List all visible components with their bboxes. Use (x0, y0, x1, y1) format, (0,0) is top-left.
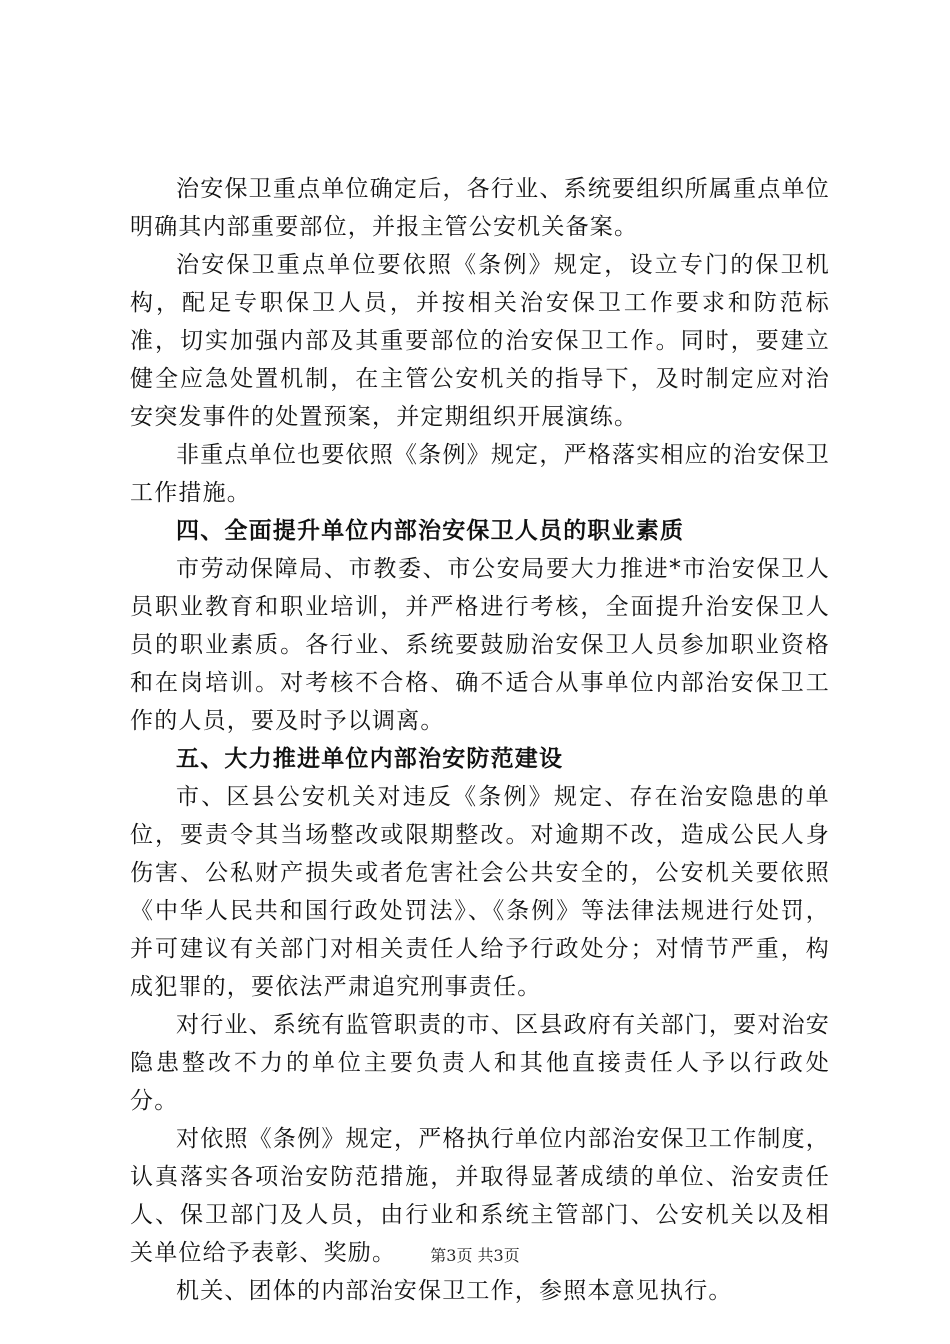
paragraph: 治安保卫重点单位要依照《条例》规定，设立专门的保卫机构，配足专职保卫人员，并按相关治安保卫工作要求和防范标准，切实加强内部及其重要部位的治安保卫工作。同时，要建立健全应急处置机制，在主管公安机关的指导下，及时制定应对治安突发事件的处置预案，并定期组织开展演练。 (130, 252, 830, 430)
page-number-footer: 第3页 共3页 (430, 1246, 520, 1265)
section-heading: 四、全面提升单位内部治安保卫人员的职业素质 (176, 518, 685, 544)
document-body (130, 170, 830, 1310)
paragraph: 对行业、系统有监管职责的市、区县政府有关部门，要对治安隐患整改不力的单位主要负责人和其他直接责任人予以行政处分。 (130, 1012, 830, 1114)
paragraph: 非重点单位也要依照《条例》规定，严格落实相应的治安保卫工作措施。 (130, 442, 830, 506)
paragraph: 对依照《条例》规定，严格执行单位内部治安保卫工作制度，认真落实各项治安防范措施，并取得显著成绩的单位、治安责任人、保卫部门及人员，由行业和系统主管部门、公安机关以及相关单位给予表彰、奖励。 (130, 1126, 830, 1266)
paragraph: 治安保卫重点单位确定后，各行业、系统要组织所属重点单位明确其内部重要部位，并报主管公安机关备案。 (130, 176, 830, 240)
paragraph: 市劳动保障局、市教委、市公安局要大力推进*市治安保卫人员职业教育和职业培训，并严格进行考核，全面提升治安保卫人员的职业素质。各行业、系统要鼓励治安保卫人员参加职业资格和在岗培训。对考核不合格、确不适合从事单位内部治安保卫工作的人员，要及时予以调离。 (130, 556, 830, 734)
paragraph: 市、区县公安机关对违反《条例》规定、存在治安隐患的单位，要责令其当场整改或限期整改。对逾期不改，造成公民人身伤害、公私财产损失或者危害社会公共安全的，公安机关要依照《中华人民共和国行政处罚法》、《条例》等法律法规进行处罚，并可建议有关部门对相关责任人给予行政处分；对情节严重，构成犯罪的，要依法严肃追究刑事责任。 (130, 784, 830, 1000)
section-heading: 五、大力推进单位内部治安防范建设 (176, 746, 564, 772)
paragraph: 机关、团体的内部治安保卫工作，参照本意见执行。 (176, 1278, 733, 1304)
